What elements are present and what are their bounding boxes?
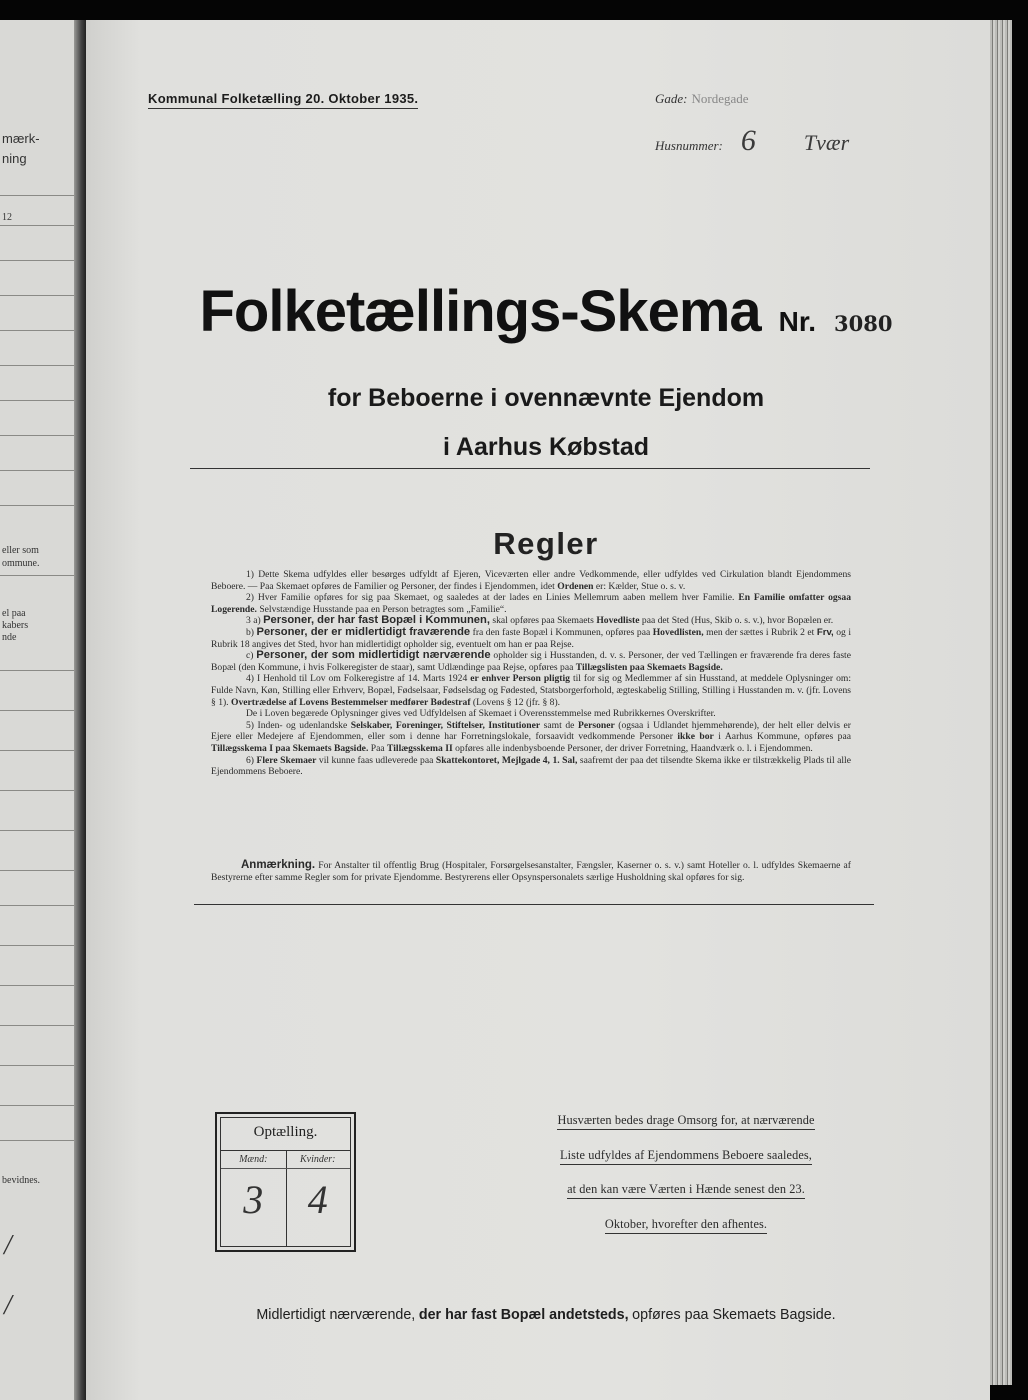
street-field xyxy=(655,90,749,108)
footer-note xyxy=(166,1307,926,1324)
left-fragment: el paa xyxy=(2,608,26,619)
form-city: i Aarhus Købstad xyxy=(442,433,650,461)
left-fragment: nde xyxy=(2,632,17,643)
census-form-page xyxy=(86,20,990,1400)
left-fragment: ommune. xyxy=(2,558,40,569)
notice-line: Husværten bedes drage Omsorg for, at nærværende xyxy=(557,1113,814,1130)
rule-3a: 3 a) Personer, der har fast Bopæl i Kommunen, skal opføres paa Skemaets Hovedliste paa det Sted (Hus, Skib o. s. v.), hvor Bopælen er. xyxy=(246,614,834,627)
tally-men-count: 3 xyxy=(243,1177,264,1222)
rule-2: 2) Hver Familie opføres for sig paa Skemaet, og saaledes at der lades en Linies Mellemrum aaben mellem hver Familie. En Familie omfatter ogsaa Logerende. Selvstændige Husstande paa en Person betragtes som „Familie“. xyxy=(211,592,851,615)
house-number-value: 6 xyxy=(740,124,756,157)
footer-part3: opføres paa Skemaets Bagside. xyxy=(632,1307,836,1323)
remark xyxy=(211,860,851,883)
divider xyxy=(194,904,874,905)
left-fragment: mærk- xyxy=(2,131,40,146)
left-fragment: eller som xyxy=(2,545,39,556)
tally-women-label: Kvinder: xyxy=(299,1154,336,1165)
rules-heading: Regler xyxy=(493,526,599,561)
house-number-note: Tvær xyxy=(803,130,850,155)
footer-part2: der har fast Bopæl andetsteds, xyxy=(418,1307,629,1323)
rule-3b: b) Personer, der er midlertidigt fraværende fra den faste Bopæl i Kommunen, opføres paa Hovedlisten, men der sættes i Rubrik 2 et Frv, og i Rubrik 18 angives det Sted, hvor han midlertidigt opholder sig, eventuelt om han er paa Rejse. xyxy=(211,625,851,650)
form-number: 3080 xyxy=(834,311,893,336)
census-header: Kommunal Folketælling 20. Oktober 1935. xyxy=(148,91,418,109)
title-nr-label: Nr. xyxy=(778,306,817,337)
left-fragment: 12 xyxy=(2,212,12,223)
rules-text xyxy=(211,569,851,778)
rule-4: 4) I Henhold til Lov om Folkeregistre af 14. Marts 1924 er enhver Person pligtig til for sig og Medlemmer af sin Husstand, at meddele Oplysninger om: Fulde Navn, Køn, Stilling eller Erhverv, Bopæl, Fødselsaar, Fødselsdag og Fødested, Statsborgerforhold, ægteskabelig Stilling, Stilling i Husstanden m. v. (jfr. Lovens § 1). Overtrædelse af Lovens Bestemmelser medfører Bødestraf (Lovens § 12 (jfr. § 8). xyxy=(211,673,851,708)
remark-label: Anmærkning. xyxy=(241,859,316,871)
notice-line: at den kan være Værten i Hænde senest den 23. xyxy=(567,1182,805,1199)
left-page-fragment: mærk- ning 12 eller som ommune. el paa kabers nde bevidnes. / / xyxy=(0,20,74,1400)
page-edges xyxy=(990,20,1012,1385)
notice-line: Liste udfyldes af Ejendommens Beboere saaledes, xyxy=(560,1148,812,1165)
tally-men-label: Mænd: xyxy=(239,1154,268,1165)
book-gutter xyxy=(74,20,86,1400)
form-subtitle: for Beboerne i ovennævnte Ejendom xyxy=(327,384,765,412)
house-number-label: Husnummer: xyxy=(655,138,723,153)
rule-5: 5) Inden- og udenlandske Selskaber, Foreninger, Stiftelser, Institutioner samt de Personer (ogsaa i Udlandet hjemmehørende), der helt eller delvis er Ejere eller Medejere af Ejendommen, eller som i denne har Forretningslokale, forsaavidt vedkommende Personer ikke bor i Aarhus Kommune, opføres paa Tillægsskema I paa Skemaets Bagside. Paa Tillægsskema II opføres alle indenbysboende Personer, der driver Forretning, Haandværk o. l. i Ejendommen. xyxy=(211,719,852,754)
notice-line: Oktober, hvorefter den afhentes. xyxy=(605,1217,767,1234)
tally-women-count: 4 xyxy=(307,1177,328,1222)
rule-6: 6) Flere Skemaer vil kunne faas udleverede paa Skattekontoret, Mejlgade 4, 1. Sal, saafremt der paa det tilsendte Skema ikke er tilstrækkelig Plads til alle Ejendommens Beboere. xyxy=(211,754,851,778)
footer-part1: Midlertidigt nærværende, xyxy=(256,1307,416,1323)
rule-3c: c) Personer, der som midlertidigt nærværende opholder sig i Husstanden, d. v. s. Personer, der ved Tællingen er fraværende fra deres faste Bopæl (den Kommune, i hvis Folkeregister de staar), samt Udlændinge paa Rejse, opføres paa Tillægslisten paa Skemaets Bagside. xyxy=(211,649,851,673)
title-main: Folketællings-Skema xyxy=(199,279,761,344)
street-value: Nordegade xyxy=(691,91,749,106)
left-fragment: ning xyxy=(2,151,27,166)
rule-1: 1) Dette Skema udfyldes eller besørges udfyldt af Ejeren, Viceværten eller andre Vedkommende, eller udfyldes ved Cirkulation blandt Ejendommens Beboere. — Paa Skemaet opføres de Familier og Personer, der findes i Ejendommen, idet Ordenen er: Kælder, Stue o. s. v. xyxy=(211,569,851,592)
tally-box xyxy=(215,1112,356,1252)
form-title xyxy=(186,278,906,345)
left-fragment: bevidnes. xyxy=(2,1175,41,1186)
left-fragment: kabers xyxy=(2,620,29,631)
divider xyxy=(190,468,870,469)
rule-4-note: De i Loven begærede Oplysninger gives ved Udfyldelsen af Skemaet i Overensstemmelse med Rubrikkernes Overskrifter. xyxy=(246,708,716,720)
remark-text: For Anstalter til offentlig Brug (Hospitaler, Forsørgelsesanstalter, Fængsler, Kaserner o. s. v.) samt Hoteller o. l. udfyldes Skemaerne af Bestyrerne efter samme Regler som for private Ejendomme. Bestyrerens eller Opsynspersonalets særlige Husholdning skal opføres for sig. xyxy=(211,860,851,883)
tally-title: Optælling. xyxy=(253,1124,318,1140)
street-label: Gade: xyxy=(655,91,688,106)
house-number-field xyxy=(655,124,849,158)
landlord-notice xyxy=(516,1113,856,1251)
